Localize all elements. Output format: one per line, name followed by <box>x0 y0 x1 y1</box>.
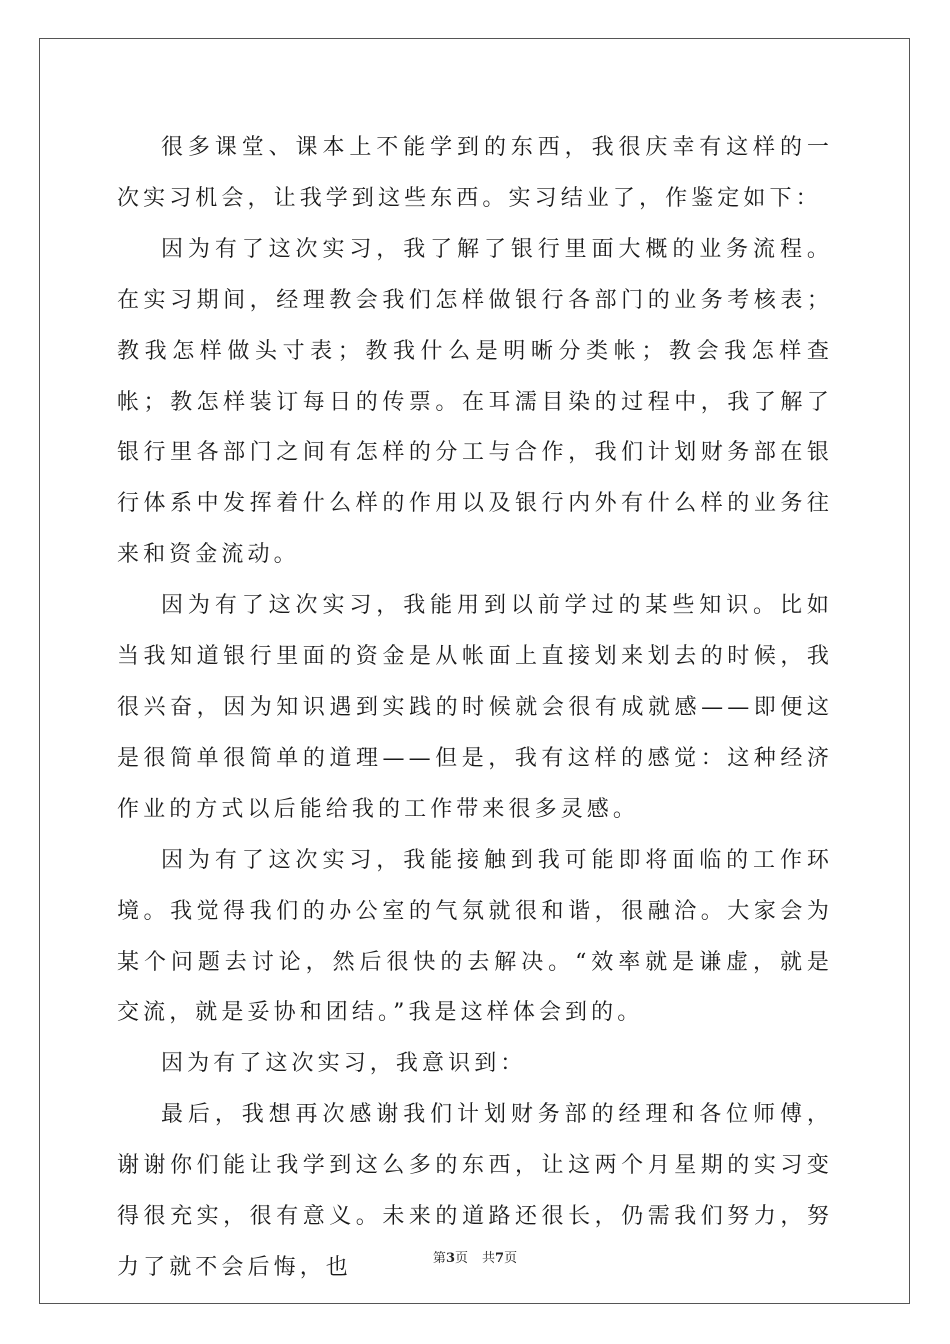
paragraph-work-environment: 因为有了这次实习，我能接触到我可能即将面临的工作环境。我觉得我们的办公室的气氛就很和谐，很融洽。大家会为某个问题去讨论，然后很快的去解决。“效率就是谦虚，就是交流，就是妥协和团结。”我是这样体会到的。 <box>117 847 833 1026</box>
page-footer <box>0 1247 950 1266</box>
page-number: 3 <box>445 1251 455 1266</box>
total-pages: 7 <box>495 1251 505 1266</box>
total-prefix: 共 <box>482 1251 496 1266</box>
paragraph-business-process: 因为有了这次实习，我了解了银行里面大概的业务流程。在实习期间，经理教会我们怎样做银行各部门的业务考核表；教我怎样做头寸表；教我什么是明晰分类帐；教会我怎样查帐；教怎样装订每日的传票。在耳濡目染的过程中，我了解了银行里各部门之间有怎样的分工与合作，我们计划财务部在银行体系中发挥着什么样的作用以及银行内外有什么样的业务往来和资金流动。 <box>117 236 833 568</box>
paragraph-realization: 因为有了这次实习，我意识到： <box>161 1051 527 1077</box>
page-suffix: 页 <box>454 1251 468 1266</box>
paragraph-thanks: 最后，我想再次感谢我们计划财务部的经理和各位师傅，谢谢你们能让我学到这么多的东西，让这两个月星期的实习变得很充实，很有意义。未来的道路还很长，仍需我们努力，努力了就不会后悔，也 <box>117 1102 833 1280</box>
paragraph-intro: 很多课堂、课本上不能学到的东西，我很庆幸有这样的一次实习机会，让我学到这些东西。实习结业了，作鉴定如下： <box>117 135 833 211</box>
total-suffix: 页 <box>504 1251 518 1266</box>
paragraph-knowledge: 因为有了这次实习，我能用到以前学过的某些知识。比如当我知道银行里面的资金是从帐面上直接划来划去的时候，我很兴奋，因为知识遇到实践的时候就会很有成就感——即便这是很简单很简单的道理——但是，我有这样的感觉：这种经济作业的方式以后能给我的工作带来很多灵感。 <box>117 593 833 822</box>
page-prefix: 第 <box>432 1251 446 1266</box>
document-body <box>117 123 833 1294</box>
